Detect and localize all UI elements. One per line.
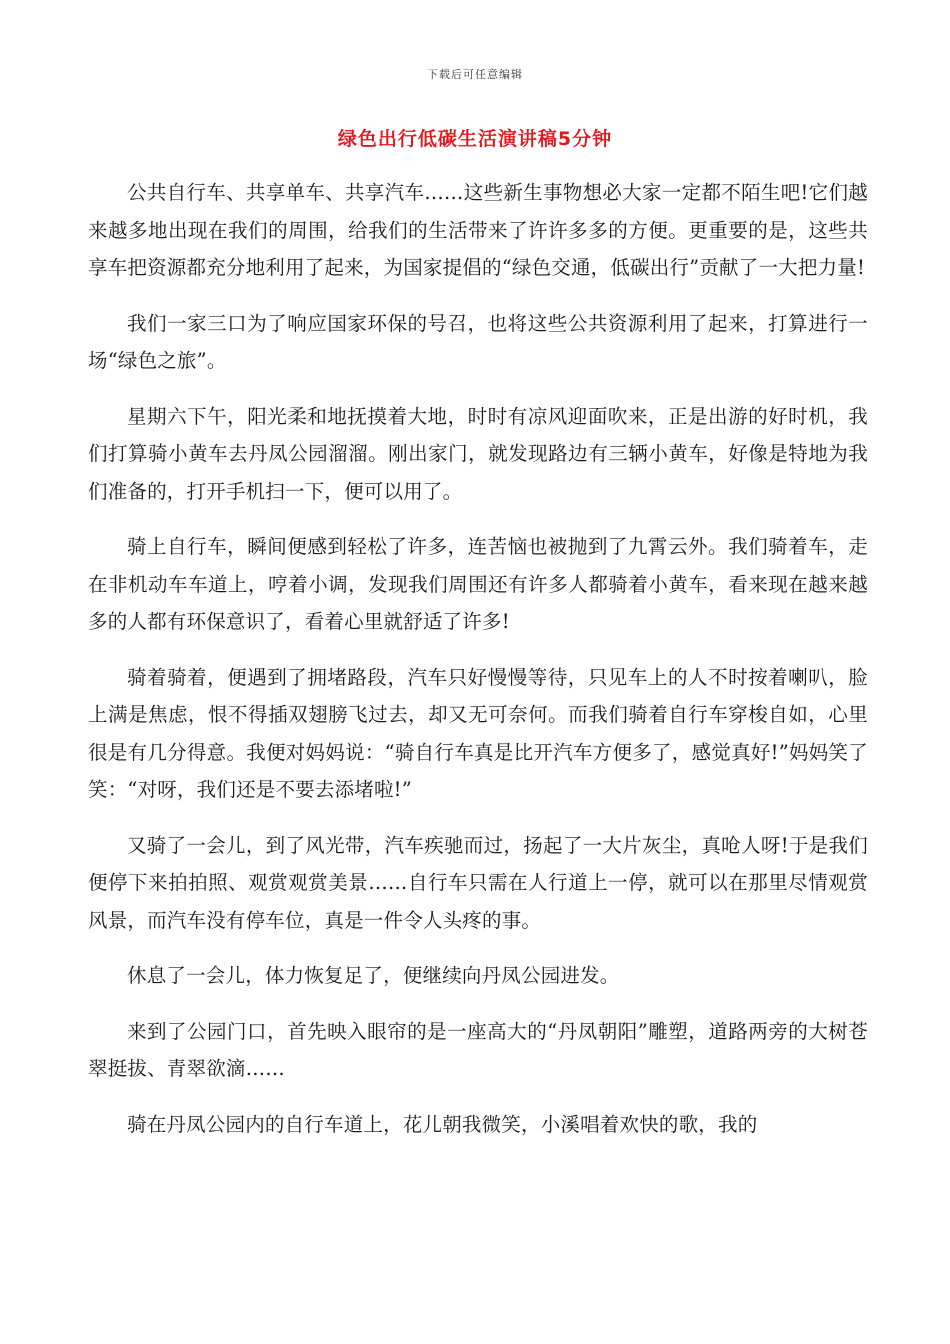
paragraph: 我们一家三口为了响应国家环保的号召，也将这些公共资源利用了起来，打算进行一场“绿色之旅”。 — [88, 311, 868, 372]
page-header-note: 下载后可任意编辑 — [427, 68, 523, 81]
paragraph: 骑上自行车，瞬间便感到轻松了许多，连苦恼也被抛到了九霄云外。我们骑着车，走在非机动车车道上，哼着小调，发现我们周围还有许多人都骑着小黄车，看来现在越来越多的人都有环保意识了，看着心里就舒适了许多! — [88, 535, 868, 633]
paragraph: 又骑了一会儿，到了风光带，汽车疾驰而过，扬起了一大片灰尘，真呛人呀!于是我们便停下来拍拍照、观赏观赏美景……自行车只需在人行道上一停，就可以在那里尽情观赏风景，而汽车没有停车位，真是一件令人头疼的事。 — [88, 833, 868, 932]
paragraph: 公共自行车、共享单车、共享汽车……这些新生事物想必大家一定都不陌生吧!它们越来越多地出现在我们的周围，给我们的生活带来了许许多多的方便。更重要的是，这些共享车把资源都充分地利用了起来，为国家提倡的“绿色交通，低碳出行”贡献了一大把力量! — [88, 181, 868, 279]
document-title: 绿色出行低碳生活演讲稿5分钟 — [337, 128, 613, 150]
paragraph: 骑在丹凤公园内的自行车道上，花儿朝我微笑，小溪唱着欢快的歌，我的 — [127, 1112, 758, 1136]
document-body — [88, 174, 868, 1161]
paragraph: 星期六下午，阳光柔和地抚摸着大地，时时有凉风迎面吹来，正是出游的好时机，我们打算骑小黄车去丹凤公园溜溜。刚出家门，就发现路边有三辆小黄车，好像是特地为我们准备的，打开手机扫一下，便可以用了。 — [88, 404, 868, 503]
paragraph: 休息了一会儿，体力恢复足了，便继续向丹凤公园进发。 — [127, 964, 620, 987]
paragraph: 骑着骑着，便遇到了拥堵路段，汽车只好慢慢等待，只见车上的人不时按着喇叭，脸上满是焦虑，恨不得插双翅膀飞过去，却又无可奈何。而我们骑着自行车穿梭自如，心里很是有几分得意。我便对妈妈说：“骑自行车真是比开汽车方便多了，感觉真好!”妈妈笑了笑：“对呀，我们还是不要去添堵啦!” — [88, 665, 868, 801]
paragraph: 来到了公园门口，首先映入眼帘的是一座高大的“丹凤朝阳”雕塑，道路两旁的大树苍翠挺拔、青翠欲滴…… — [88, 1019, 868, 1080]
